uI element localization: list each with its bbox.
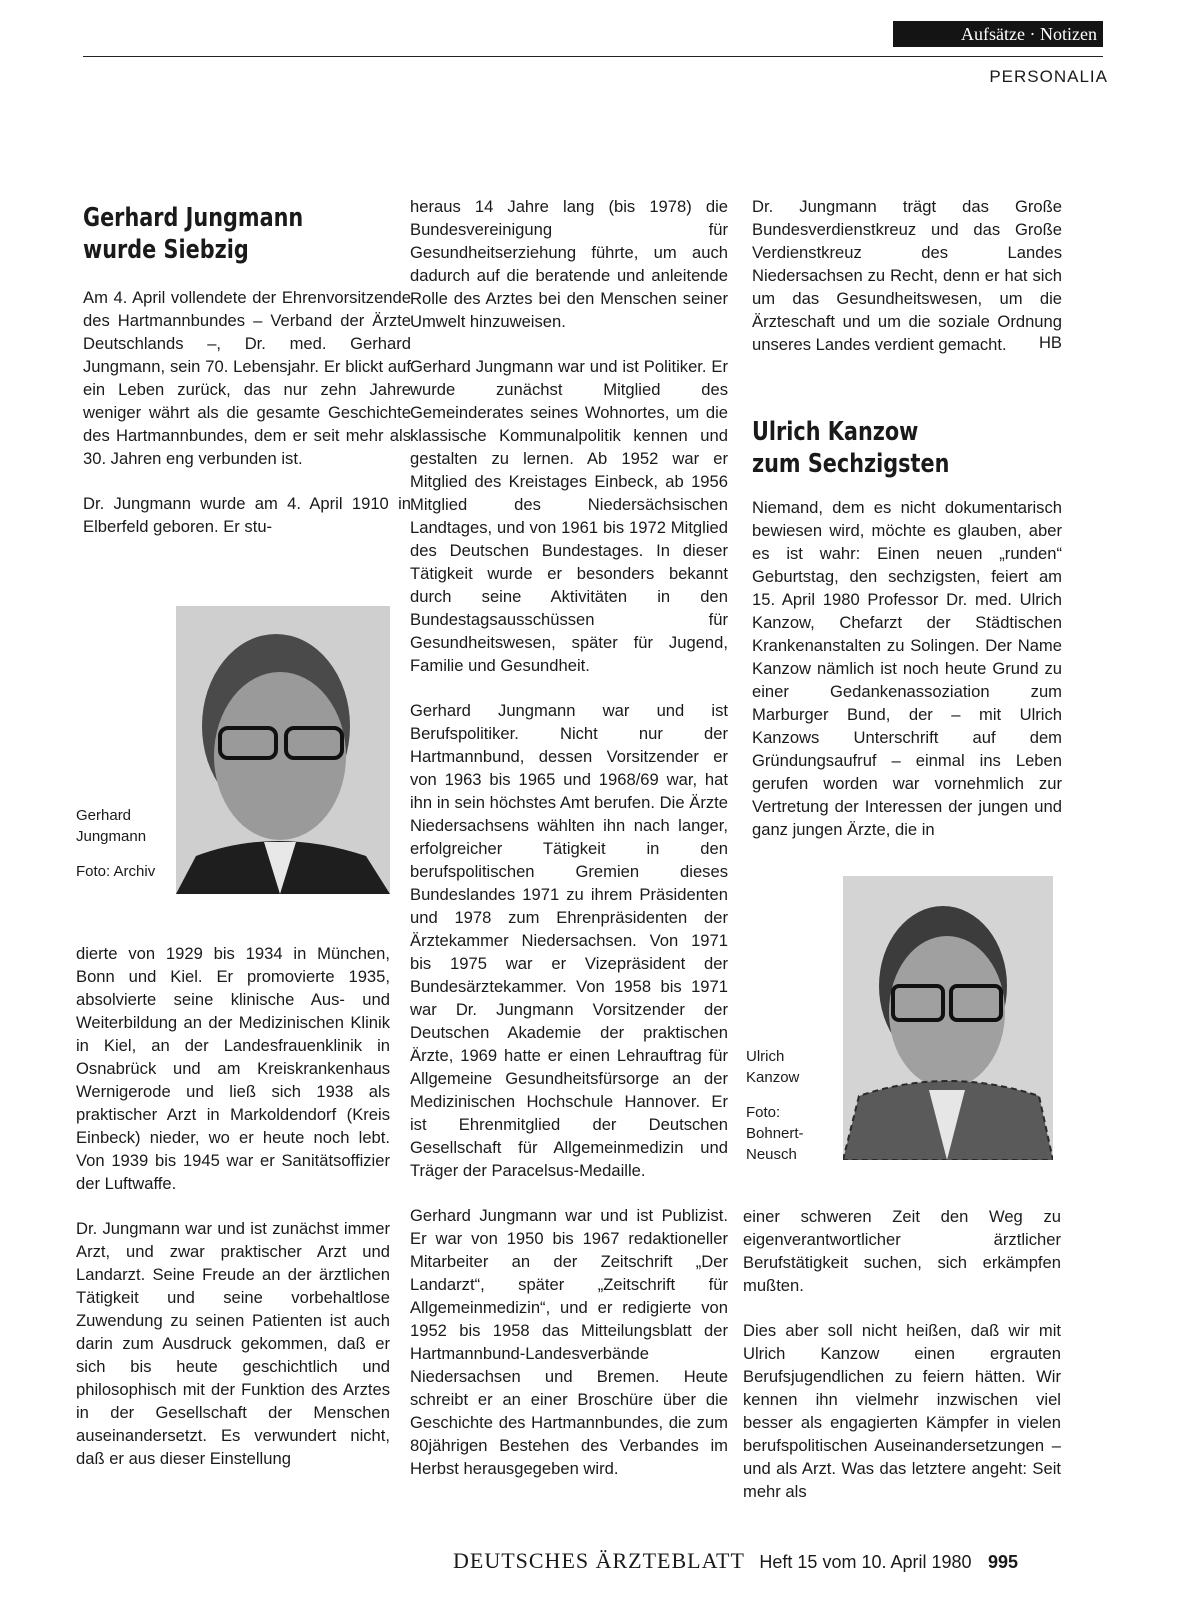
article1-col3-end <box>752 195 1062 353</box>
header-rule <box>83 56 1103 57</box>
paragraph: Dies aber soll nicht heißen, daß wir mit Ulrich Kanzow einen ergrauten Berufsjugendlichen zu feiern hätten. Wir kennen ihn vielmehr inzwischen viel besser als engagierten Kämpfer in vielen berufspolitischen Auseinandersetzungen – und als Arzt. Was das letztere angeht: Seit mehr als <box>743 1321 1061 1501</box>
article1-col1-bottom <box>76 942 390 1492</box>
article2-headline-line2: zum Sechzigsten <box>752 449 950 479</box>
footer <box>453 1548 1018 1574</box>
article2-col3-bottom <box>743 1205 1061 1525</box>
section-label: PERSONALIA <box>989 67 1108 86</box>
paragraph: Gerhard Jungmann war und ist Politiker. Er wurde zunächst Mitglied des Gemeinderates seines Wohnortes, um die klassische Kommunalpolitik kennen und gestalten zu lernen. Ab 1952 war er Mitglied des Kreistages Einbeck, ab 1956 Mitglied des Niedersächsischen Landtages, und von 1961 bis 1972 Mitglied des Deutschen Bundestages. In dieser Tätigkeit wurde er besonders bekannt durch seine Aktivitäten in den Bundestagsausschüssen für Gesundheitswesen, später für Jugend, Familie und Gesundheit. <box>410 357 728 675</box>
paragraph: Dr. Jungmann war und ist zunächst immer Arzt, und zwar praktischer Arzt und Landarzt. Seine Freude an der ärztlichen Tätigkeit und seine vorbehaltlose Zuwendung zu seinen Patienten ist auch darin zum Ausdruck gekommen, daß er sich bis heute geschichtlich und philosophisch mit der Funktion des Arztes in der Gesellschaft der Menschen auseinandersetzt. Es verwundert nicht, daß er aus dieser Einstellung <box>76 1219 390 1468</box>
photo1-caption-name: Gerhard Jungmann <box>76 807 147 845</box>
article2-headline-line1: Ulrich Kanzow <box>752 417 919 447</box>
article2-headline <box>752 416 949 480</box>
photo1-caption <box>76 805 168 896</box>
paragraph: Dr. Jungmann wurde am 4. April 1910 in Elberfeld geboren. Er stu- <box>83 494 411 536</box>
footer-issue: Heft 15 vom 10. April 1980 <box>759 1552 972 1572</box>
article1-col2 <box>410 195 728 1502</box>
signature: HB <box>1038 333 1062 352</box>
paragraph: dierte von 1929 bis 1934 in München, Bonn und Kiel. Er promovierte 1935, absolvierte seine klinische Aus- und Weiterbildung an der Medizinischen Klinik in Kiel, an der Landesfrauenklinik in Osnabrück und am Kreiskrankenhaus Wernigerode und ließ sich 1938 als praktischer Arzt in Markoldendorf (Kreis Einbeck) nieder, wo er heute noch lebt. Von 1939 bis 1945 war er Sanitätsoffizier der Luftwaffe. <box>76 944 390 1193</box>
article1-headline-line2: wurde Siebzig <box>83 235 249 265</box>
photo-ulrich-kanzow <box>843 876 1053 1160</box>
article1-headline-line1: Gerhard Jungmann <box>83 203 304 233</box>
paragraph: Gerhard Jungmann war und ist Publizist. Er war von 1950 bis 1967 redaktioneller Mitarbeiter an der Zeitschrift „Der Landarzt“, später „Zeitschrift für Allgemeinmedizin“, und er redigierte von 1952 bis 1958 das Mitteilungsblatt der Hartmannbund-Landesverbände Niedersachsen und Bremen. Heute schreibt er an einer Broschüre über die Geschichte des Hartmannbundes, die zum 80jährigen Bestehen des Verbandes im Herbst herausgegeben wird. <box>410 1206 728 1478</box>
footer-page-number: 995 <box>987 1552 1019 1572</box>
article2-col3-top <box>752 496 1062 863</box>
article1-col1-top <box>83 286 411 560</box>
photo2-caption-name: Ulrich Kanzow <box>746 1048 800 1086</box>
paragraph: heraus 14 Jahre lang (bis 1978) die Bundesvereinigung für Gesundheitserziehung führte, um auch dadurch auf die beratende und anleitende Rolle des Arztes bei den Menschen seiner Umwelt hinzuweisen. <box>410 197 728 331</box>
photo-gerhard-jungmann <box>176 606 390 894</box>
paragraph: Am 4. April vollendete der Ehrenvorsitzende des Hartmannbundes – Verband der Ärzte Deutschlands –, Dr. med. Gerhard Jungmann, sein 70. Lebensjahr. Er blickt auf ein Leben zurück, das nur zehn Jahre weniger währt als die gesamte Geschichte des Hartmannbundes, dem er seit mehr als 30. Jahren eng verbunden ist. <box>83 288 411 468</box>
section-badge: Aufsätze · Notizen <box>893 21 1103 47</box>
photo2-caption-credit: Foto: Bohnert-Neusch <box>746 1104 804 1163</box>
paragraph: Gerhard Jungmann war und ist Berufspolitiker. Nicht nur der Hartmannbund, dessen Vorsitzender er von 1963 bis 1965 und 1968/69 war, hat ihn in sein höchstes Amt berufen. Die Ärzte Niedersachsens wählten ihn nach langer, erfolgreicher Tätigkeit in den berufspolitischen Gremien dieses Bundeslandes 1971 zu ihrem Präsidenten und 1978 zum Ehrenpräsidenten der Ärztekammer Niedersachsen. Von 1971 bis 1975 war er Vizepräsident der Bundesärztekammer. Von 1958 bis 1971 war Dr. Jungmann Vorsitzender der Deutschen Akademie der praktischen Ärzte, 1969 hatte er einen Lehrauftrag für Allgemeine Gesundheitsfürsorge an der Medizinischen Hochschule Hannover. Er ist Ehrenmitglied der Deutschen Gesellschaft für Allgemeinmedizin und Träger der Paracelsus-Medaille. <box>410 701 728 1180</box>
photo2-caption <box>746 1046 838 1179</box>
paragraph: einer schweren Zeit den Weg zu eigenverantwortlicher ärztlicher Berufstätigkeit suchen, sich erkämpfen mußten. <box>743 1207 1061 1295</box>
footer-publication: DEUTSCHES ÄRZTEBLATT <box>453 1548 745 1573</box>
photo1-caption-credit: Foto: Archiv <box>76 863 156 880</box>
paragraph: Dr. Jungmann trägt das Große Bundesverdienstkreuz und das Große Verdienstkreuz des Landes Niedersachsen zu Recht, denn er hat sich um das Gesundheitswesen, um die Ärzteschaft und um die soziale Ordnung unseres Landes verdient gemacht. <box>752 197 1062 354</box>
paragraph: Niemand, dem es nicht dokumentarisch bewiesen wird, möchte es glauben, aber es ist wahr: Einen neuen „runden“ Geburtstag, den sechzigsten, feiert am 15. April 1980 Professor Dr. med. Ulrich Kanzow, Chefarzt der Städtischen Krankenanstalten zu Solingen. Der Name Kanzow nämlich ist noch heute Grund zu einer Gedankenassoziation zum Marburger Bund, der – mit Ulrich Kanzows Unterschrift auf dem Gründungsaufruf – einmal ins Leben gerufen worden war vornehmlich zur Vertretung der Interessen der jungen und ganz jungen Ärzte, die in <box>752 498 1062 839</box>
article1-headline <box>83 202 303 266</box>
